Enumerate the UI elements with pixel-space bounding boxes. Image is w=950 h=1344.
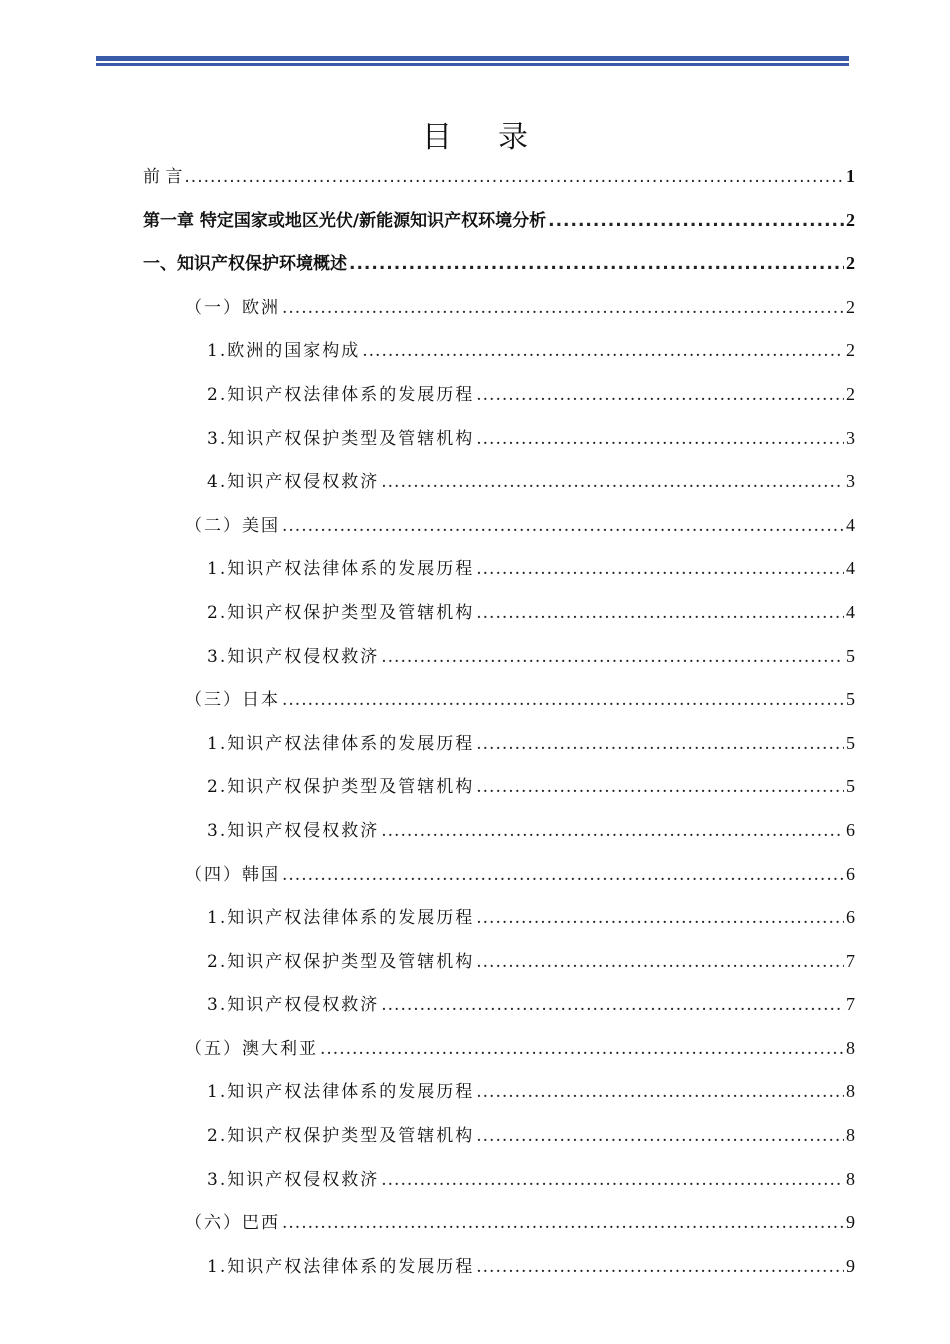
- toc-entry-label: 3.知识产权侵权救济: [207, 646, 380, 667]
- toc-leader-dots: [476, 595, 844, 631]
- toc-leader-dots: [476, 900, 844, 936]
- toc-entry[interactable]: [143, 420, 855, 464]
- toc-leader-dots: [476, 421, 844, 457]
- toc-entry-label: （一）欧洲: [185, 297, 280, 318]
- toc-entry-page-number: 5: [846, 776, 855, 797]
- toc-entry-page-number: 9: [846, 1212, 855, 1233]
- toc-title: 目录: [422, 120, 574, 155]
- toc-entry-page-number: 8: [846, 1081, 855, 1102]
- toc-entry-label: （三）日本: [185, 690, 280, 711]
- toc-entry-page-number: 7: [846, 994, 855, 1015]
- toc-entry[interactable]: [143, 812, 855, 856]
- toc-entry-label: 3.知识产权侵权救济: [207, 1169, 380, 1190]
- toc-entry-label: 1.知识产权法律体系的发展历程: [207, 1256, 475, 1277]
- toc-entry[interactable]: [143, 158, 855, 202]
- toc-entry[interactable]: [143, 1030, 855, 1074]
- toc-entry[interactable]: [143, 550, 855, 594]
- toc-entry[interactable]: [143, 986, 855, 1030]
- toc-entry-label: 一、知识产权保护环境概述: [143, 254, 347, 275]
- toc-leader-dots: [381, 987, 844, 1023]
- toc-entry-page-number: 8: [846, 1125, 855, 1146]
- toc-entry-page-number: 2: [846, 383, 855, 404]
- toc-leader-dots: [476, 944, 844, 980]
- toc-entry-label: 2.知识产权保护类型及管辖机构: [207, 602, 475, 623]
- toc-entry[interactable]: [143, 332, 855, 376]
- toc-entry-page-number: 8: [846, 1037, 855, 1058]
- toc-entry-page-number: 2: [846, 340, 855, 361]
- toc-entry-label: 2.知识产权法律体系的发展历程: [207, 384, 475, 405]
- toc-leader-dots: [476, 726, 844, 762]
- toc-entry[interactable]: [143, 594, 855, 638]
- toc-entry-label: 1.欧洲的国家构成: [207, 341, 361, 362]
- toc-leader-dots: [476, 1074, 844, 1110]
- toc-entry-label: （五）澳大利亚: [185, 1038, 318, 1059]
- toc-entry-page-number: 8: [846, 1168, 855, 1189]
- toc-entry[interactable]: [143, 1204, 855, 1248]
- toc-entry-label: 2.知识产权保护类型及管辖机构: [207, 951, 475, 972]
- header-rule-thin: [96, 63, 849, 66]
- toc-entry[interactable]: [143, 681, 855, 725]
- toc-leader-dots: [282, 682, 844, 718]
- toc-entry-page-number: 2: [846, 296, 855, 317]
- toc-leader-dots: [548, 203, 844, 239]
- toc-entry[interactable]: [143, 463, 855, 507]
- toc-leader-dots: [381, 1162, 844, 1198]
- toc-entry-page-number: 9: [846, 1255, 855, 1276]
- toc-entry-page-number: 4: [846, 514, 855, 535]
- toc-leader-dots: [476, 551, 844, 587]
- toc-entry-page-number: 5: [846, 689, 855, 710]
- toc-entry-page-number: 5: [846, 645, 855, 666]
- toc-leader-dots: [476, 377, 844, 413]
- toc-leader-dots: [476, 769, 844, 805]
- table-of-contents: [143, 158, 855, 1291]
- toc-entry[interactable]: [143, 1073, 855, 1117]
- toc-entry-page-number: 6: [846, 907, 855, 928]
- toc-entry-page-number: 6: [846, 819, 855, 840]
- toc-entry[interactable]: [143, 1117, 855, 1161]
- toc-entry-page-number: 6: [846, 863, 855, 884]
- toc-leader-dots: [349, 246, 844, 282]
- toc-entry-label: 1.知识产权法律体系的发展历程: [207, 1082, 475, 1103]
- toc-entry-page-number: 2: [846, 253, 855, 274]
- toc-entry-label: 2.知识产权保护类型及管辖机构: [207, 1126, 475, 1147]
- toc-entry[interactable]: [143, 725, 855, 769]
- toc-entry[interactable]: [143, 638, 855, 682]
- toc-leader-dots: [282, 1205, 844, 1241]
- toc-entry-label: （六）巴西: [185, 1213, 280, 1234]
- toc-entry-label: 第一章 特定国家或地区光伏/新能源知识产权环境分析: [143, 210, 547, 231]
- toc-entry[interactable]: [143, 768, 855, 812]
- toc-entry-label: 前 言: [143, 167, 183, 187]
- toc-entry-label: 4.知识产权侵权救济: [207, 472, 380, 493]
- toc-entry-label: 2.知识产权保护类型及管辖机构: [207, 777, 475, 798]
- toc-entry-page-number: 4: [846, 558, 855, 579]
- toc-entry[interactable]: [143, 507, 855, 551]
- toc-leader-dots: [320, 1031, 844, 1067]
- toc-leader-dots: [282, 290, 844, 326]
- toc-entry-page-number: 3: [846, 427, 855, 448]
- toc-entry-label: 1.知识产权法律体系的发展历程: [207, 559, 475, 580]
- toc-entry[interactable]: [143, 245, 855, 289]
- toc-entry-label: 1.知识产权法律体系的发展历程: [207, 908, 475, 929]
- toc-leader-dots: [381, 639, 844, 675]
- toc-entry-page-number: 5: [846, 732, 855, 753]
- toc-leader-dots: [381, 464, 844, 500]
- toc-leader-dots: [184, 159, 844, 195]
- toc-entry[interactable]: [143, 899, 855, 943]
- toc-entry-page-number: 1: [846, 166, 855, 186]
- toc-entry-page-number: 7: [846, 950, 855, 971]
- toc-leader-dots: [362, 333, 844, 369]
- toc-entry-page-number: 2: [846, 209, 855, 230]
- toc-entry-label: 3.知识产权保护类型及管辖机构: [207, 428, 475, 449]
- toc-entry-label: （四）韩国: [185, 864, 280, 885]
- toc-entry-label: 3.知识产权侵权救济: [207, 820, 380, 841]
- toc-entry[interactable]: [143, 856, 855, 900]
- toc-leader-dots: [282, 508, 844, 544]
- toc-entry-label: 3.知识产权侵权救济: [207, 995, 380, 1016]
- toc-entry[interactable]: [143, 289, 855, 333]
- toc-leader-dots: [476, 1249, 844, 1285]
- toc-entry-label: 1.知识产权法律体系的发展历程: [207, 733, 475, 754]
- toc-entry[interactable]: [143, 1161, 855, 1205]
- toc-entry-label: （二）美国: [185, 515, 280, 536]
- toc-entry[interactable]: [143, 202, 855, 246]
- toc-entry-page-number: 3: [846, 471, 855, 492]
- toc-entry-page-number: 4: [846, 601, 855, 622]
- toc-leader-dots: [282, 857, 844, 893]
- header-rule-thick: [96, 56, 849, 61]
- toc-entry[interactable]: [143, 376, 855, 420]
- toc-leader-dots: [381, 813, 844, 849]
- toc-entry[interactable]: [143, 943, 855, 987]
- toc-leader-dots: [476, 1118, 844, 1154]
- toc-entry[interactable]: [143, 1248, 855, 1292]
